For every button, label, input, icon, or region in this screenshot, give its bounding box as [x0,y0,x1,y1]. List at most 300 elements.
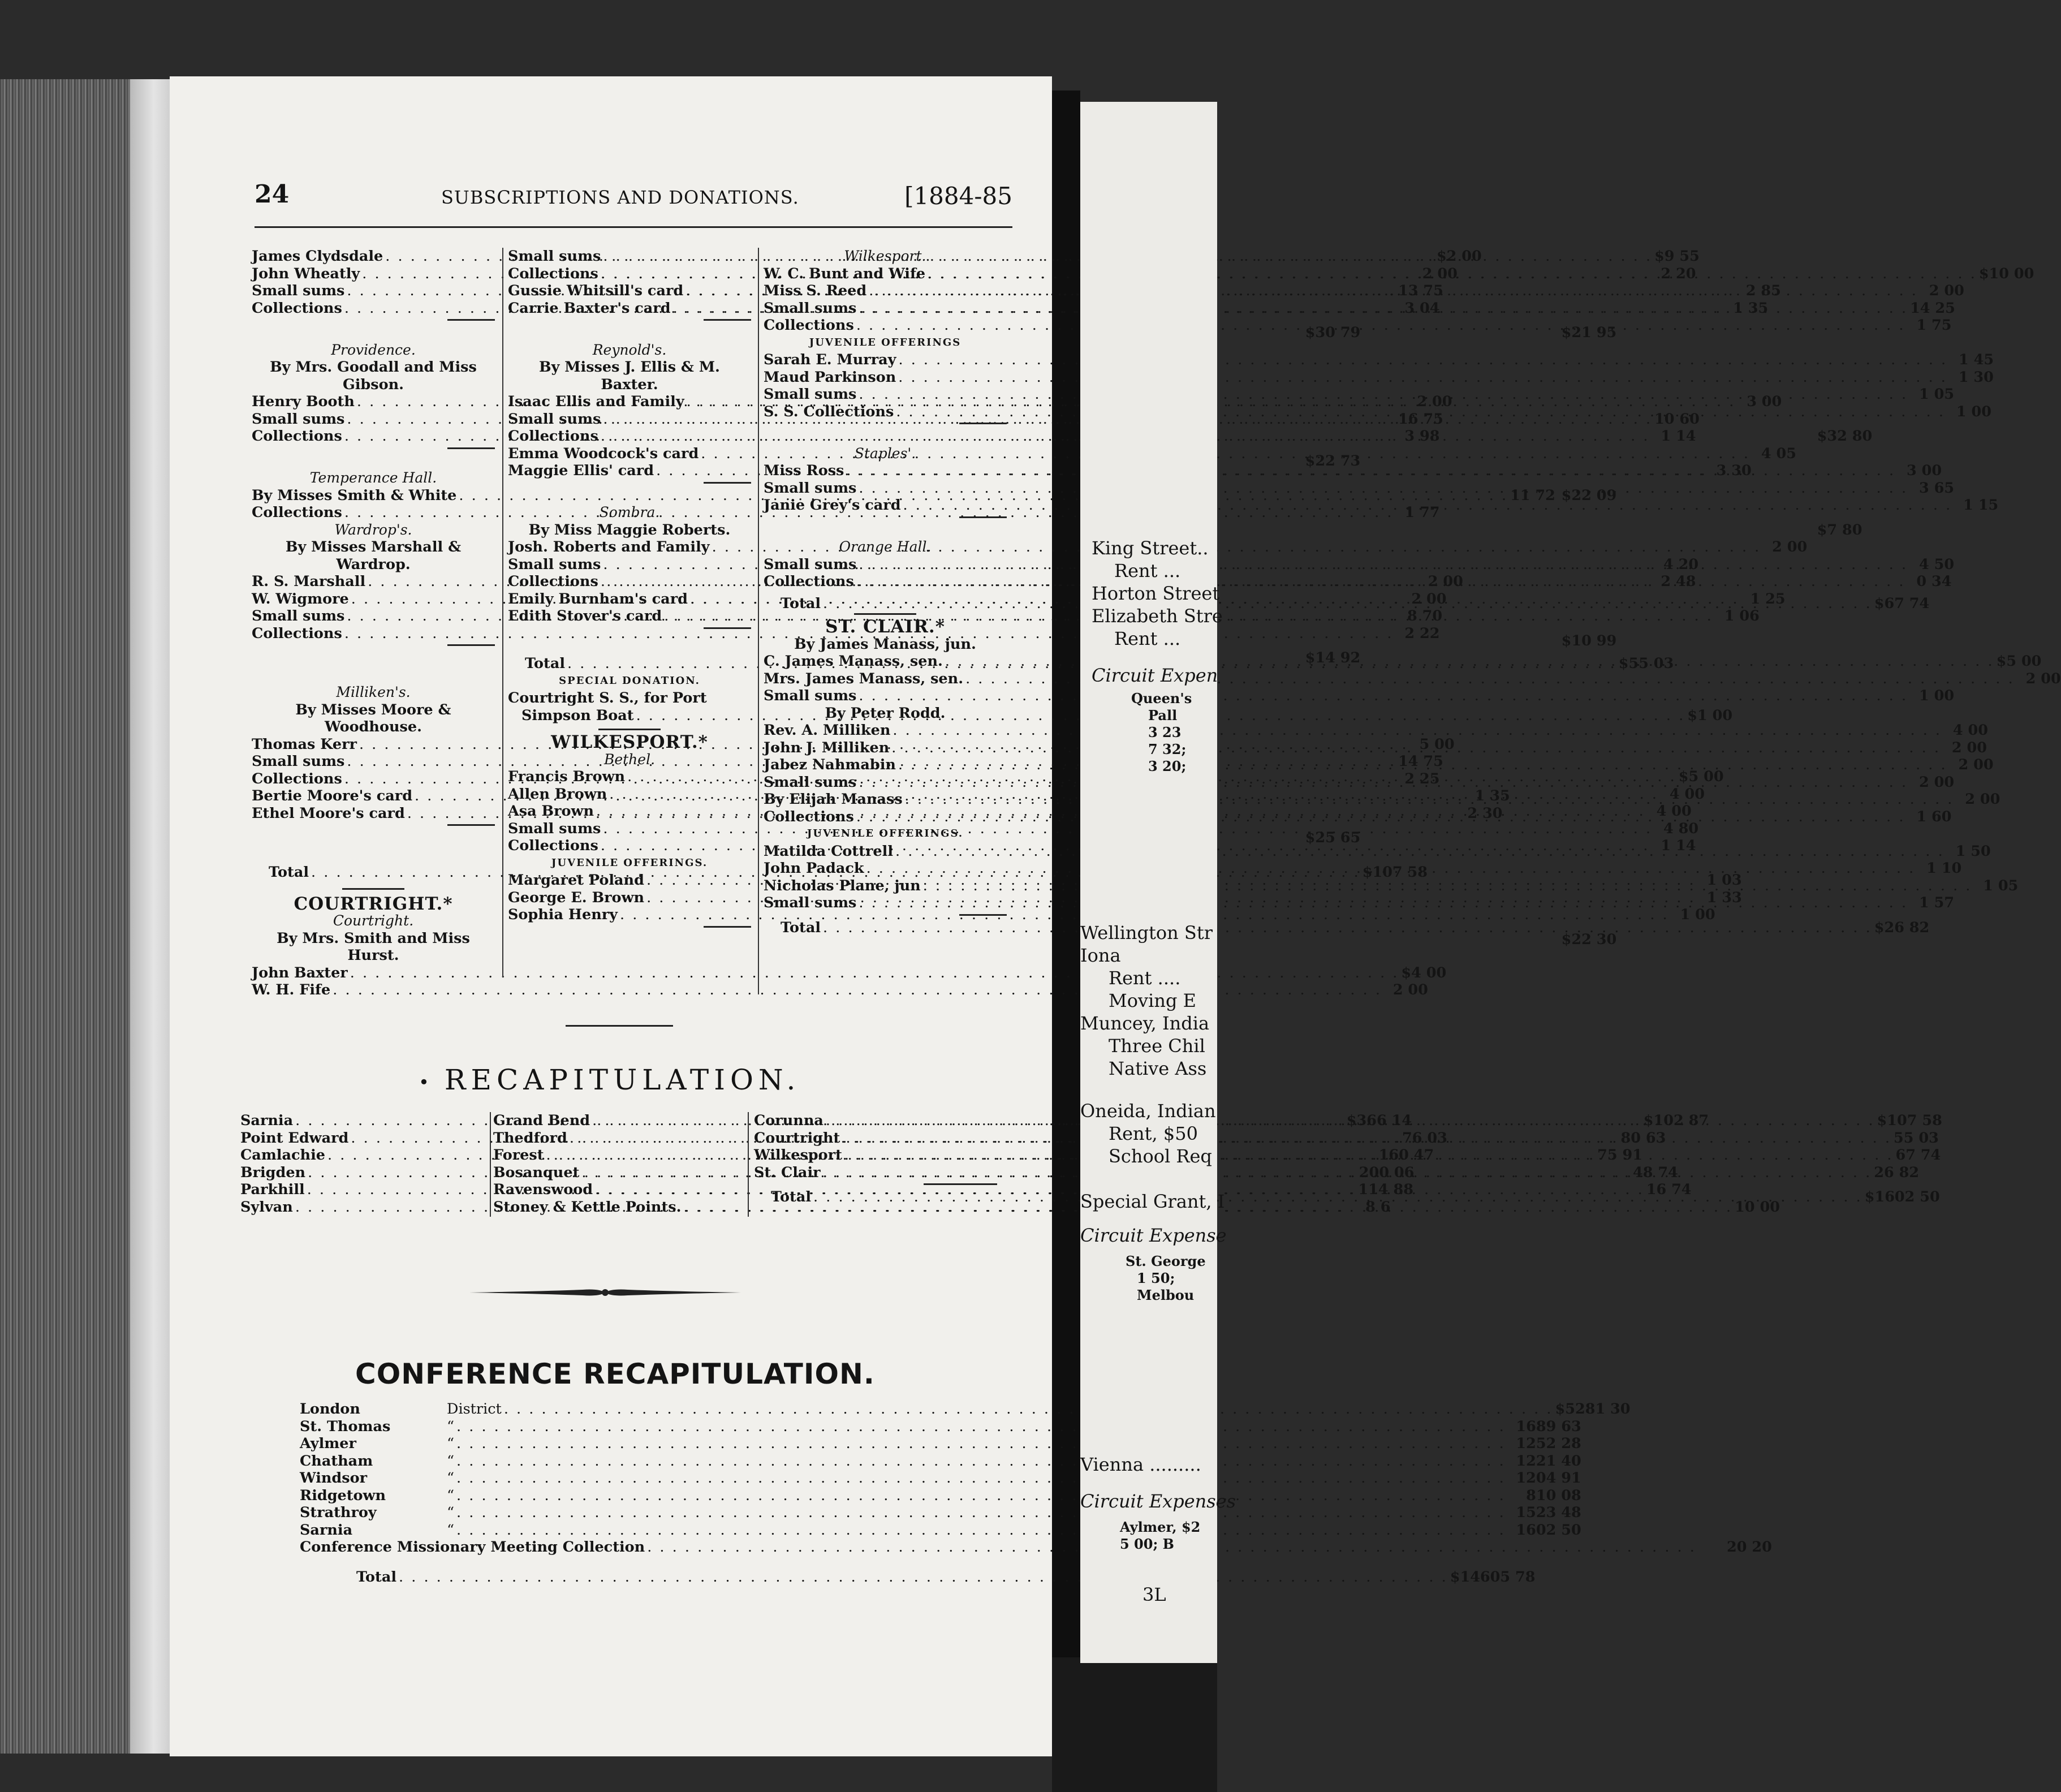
section-rule [598,729,661,730]
entry-name: John Padack [764,860,864,877]
entry-name: Collections [252,770,342,787]
adjacent-page-line: 7 32; [1148,741,1187,757]
entry-amount: 1 25 [1750,590,1786,608]
entry-name: Collections [764,808,854,825]
adjacent-page-line: Muncey, India [1080,1013,1210,1034]
entry-name: W. H. Fife [252,981,331,998]
leader-dots [854,317,1908,334]
entry-amount: 2 00 [1392,981,1428,998]
entry-name: John Wheatly [252,265,360,282]
entry-name: Asa Brown [508,803,594,820]
entry-amount: $107 58 [1877,1112,1942,1129]
by-line: By Misses Moore & Woodhouse. [295,701,451,735]
leader-dots [903,791,1956,808]
leader-dots [454,1487,1508,1505]
adjacent-page-line: Moving E [1109,990,1196,1011]
entry-name: Bertie Moore's card [252,787,413,804]
leader-dots [454,1453,1508,1470]
entry-name: Collections [764,317,854,334]
place-heading: Wilkesport. [844,248,926,264]
entry-amount: 4 20 [1663,555,1699,573]
entry-amount: 1 14 [1661,837,1696,854]
entry-name: Small sums [508,410,601,428]
conference-recap-title: CONFERENCE RECAPITULATION. [355,1358,875,1390]
juvenile-heading: JUVENILE OFFERINGS. [551,856,708,869]
entry-name: Courtright [754,1129,840,1147]
entry-name: W. C. Bunt and Wife [764,265,926,282]
subtotal: $21 95 [1561,324,1617,341]
ditto-mark: “ [447,1418,455,1435]
entry-name: W. Wigmore [252,590,349,608]
adjacent-page-line: Queen's [1131,690,1192,707]
entry-amount: 2 30 [1467,804,1503,822]
entry-amount: 1 77 [1404,504,1440,521]
entry-name: Collections [764,573,854,590]
entry-amount: $10 00 [1978,265,2034,282]
adjacent-page [1080,102,1236,1663]
entry-amount: 2 00 [1918,773,1955,791]
entry-name: Small sums [764,479,857,497]
entry-name: Collections [252,299,342,317]
total-label: Total [771,1188,812,1205]
entry-name: James Clydsdale [252,248,383,265]
subtotal-rule [959,516,1007,518]
entry-name: Josh. Roberts and Family [508,539,710,555]
entry-amount: 2 00 [2025,670,2061,687]
entry-amount: 1 03 [1706,872,1742,889]
entry-name: Small sums [764,299,857,317]
entry-name: Margaret Poland [508,872,644,889]
entry-name: Gussie Whitsill's card [508,282,684,299]
total-row [300,1568,1536,1586]
entry-amount: 200 06 [1359,1164,1415,1181]
leader-dots [854,573,1908,591]
entry-name: Small sums [508,248,601,265]
list-item [252,428,1440,445]
entry-name: Small sums [252,410,345,428]
leader-dots [866,282,1920,300]
entry-amount: 2 00 [1965,791,2000,808]
adjacent-page-line: Wellington Str [1080,922,1213,944]
leader-dots [896,756,1950,774]
entry-name: Nicholas Plane, jun [764,877,921,894]
entry-name: Small sums [252,753,345,770]
subtotal-rule [924,1183,997,1185]
entry-name: Janie Grey's card [764,497,901,514]
year-range: [1884-85 [904,182,1012,210]
entry-amount: 4 80 [1663,820,1699,837]
entry-name: Sophia Henry [508,906,618,923]
adjacent-page-line: 1 50; [1137,1270,1175,1286]
district-amount: 1689 63 [1516,1418,1581,1435]
entry-name: Thomas Kerr [252,735,357,753]
leader-dots [893,843,1947,860]
leader-dots [330,981,1384,999]
leader-dots [890,722,1944,739]
table-row [300,1418,1581,1436]
district-amount: 1602 50 [1516,1521,1581,1539]
subtotal-rule [447,447,495,449]
entry-amount: 1 60 [1916,808,1952,825]
section-rule [854,613,916,615]
entry-amount: 1 00 [1918,687,1955,704]
leader-dots [901,497,1955,514]
entry-amount: 75 91 [1597,1147,1643,1164]
ditto-mark: “ [447,1470,455,1487]
place-heading: Providence. [331,341,416,358]
place-heading: Staples'. [854,445,916,462]
district-name: Sarnia [300,1521,353,1539]
leader-dots [844,462,1898,480]
entry-name: Francis Brown [508,768,626,785]
entry-name: R. S. Marshall [252,573,366,590]
entry-amount: 1 10 [1926,860,1962,877]
by-line: By Peter Rodd. [825,704,946,722]
entry-name: By Misses Smith & White [252,486,457,504]
entry-amount: 2 85 [1745,282,1781,299]
by-line: By Misses Marshall & Wardrop. [285,539,462,573]
district-amount: 1221 40 [1516,1452,1581,1470]
entry-amount: 2 00 [1958,756,1994,773]
entry-amount: 1 30 [1958,368,1994,386]
subtotal-rule [704,926,751,928]
district-name: Aylmer [300,1435,356,1452]
entry-name: Brigden [240,1164,306,1181]
entry-name: Small sums [764,555,857,573]
subtotal: $25 65 [1305,829,1361,846]
leader-dots [842,1147,1896,1164]
entry-amount: $4 00 [1401,964,1447,981]
entry-name: Corunna [754,1112,823,1129]
entry-amount: 16 74 [1646,1181,1692,1198]
entry-amount: 2 00 [1772,539,1808,555]
entry-name: By Elijah Manass [764,791,903,808]
adjacent-page-line: Rent, $50 [1109,1123,1198,1144]
total-label: Total [269,864,309,881]
entry-name: Parkhill [240,1181,305,1198]
entry-name: Isaac Ellis and Family [508,393,684,410]
subtotal: $22 09 [1561,486,1617,504]
entry-amount: 48 74 [1633,1164,1678,1181]
total-label: Total [356,1568,397,1586]
entry-name: Collections [508,428,598,445]
entry-amount: 1 00 [1680,906,1715,923]
district-amount: 20 20 [1727,1539,1772,1556]
district-name: Chatham [300,1452,373,1470]
entry-name: John J. Milliken [764,739,890,756]
entry-amount: 1 50 [1955,842,1991,860]
entry-amount: 5 00 [1419,735,1455,753]
district-amount: 1523 48 [1516,1504,1581,1521]
entry-name: Point Edward [240,1129,349,1147]
special-donation-heading: SPECIAL DONATION. [559,674,700,687]
entry-amount: 80 63 [1620,1129,1666,1147]
entry-amount: 2 00 [1417,393,1452,410]
table-row [300,1435,1581,1453]
leader-dots [856,774,1910,791]
entry-name: Sylvan [240,1198,293,1216]
entry-name: Matilda Cottrell [764,842,894,860]
entry-name: Ethel Moore's card [252,804,405,822]
district-name: London [300,1401,360,1418]
subtotal-rule [447,824,495,826]
subtotal-rule [704,319,751,321]
adjacent-page-line: Oneida, Indian [1080,1100,1216,1122]
entry-name: Collections [508,837,598,854]
adjacent-page-line: Native Ass [1109,1058,1207,1079]
entry-amount: 2 00 [1929,282,1964,299]
by-line: By Mrs. Goodall and Miss Gibson. [270,359,477,393]
entry-amount: 1 06 [1724,608,1760,624]
entry-name: Wilkesport [754,1147,842,1164]
entry-amount: 4 50 [1918,555,1955,573]
total-label: Total [781,595,821,612]
column-divider [490,1112,491,1217]
total-amount: $1602 50 [1864,1188,1940,1205]
leader-dots [854,808,1908,826]
entry-name: Grand Bend [493,1112,590,1129]
total-amount: $55 03 [1618,655,1674,672]
list-item [764,368,1994,386]
leader-dots [348,964,1402,982]
entry-name: Carrie Baxter's card [508,299,671,317]
entry-amount: 0 34 [1916,573,1952,590]
leader-dots [921,877,1974,895]
entry-amount: 10 00 [1735,1198,1780,1216]
subtotal-rule [704,482,751,484]
leader-dots [840,1130,1894,1147]
page-edges [130,79,170,1754]
entry-amount: $2 00 [1436,248,1482,265]
adjacent-page-line: Aylmer, $2 [1120,1519,1201,1535]
leader-dots [856,894,1910,912]
place-heading: Bethel. [603,751,656,768]
total-amount: $14605 78 [1450,1568,1536,1586]
entry-amount: 1 33 [1706,889,1742,906]
entry-name: Henry Booth [252,393,355,410]
entry-amount: 76 03 [1402,1129,1447,1147]
special-line-2: Simpson Boat . . . $1 00 [508,707,751,725]
entry-amount: 1 14 [1661,428,1696,445]
entry-amount: 2 20 [1661,265,1696,282]
by-line: By Mrs. Smith and Miss Hurst. [277,929,470,964]
entry-amount: 1 00 [1956,403,1991,420]
circuit-heading: ST. CLAIR.* [825,617,945,637]
adjacent-page-line: Circuit Expenses [1080,1491,1236,1512]
entry-name: Maggie Ellis' card [508,462,654,479]
section-divider [566,1025,673,1027]
entry-name: Collections [508,265,598,282]
district-amount: 1204 91 [1516,1470,1581,1487]
subtotal: $7 80 [1817,521,1862,539]
entry-amount: 13 75 [1398,282,1443,299]
juvenile-heading: JUVENILE OFFERINGS. [807,828,964,839]
adjacent-page-line: Rent .... [1109,967,1181,989]
entry-name: Jabez Nahmabin [764,756,896,773]
entry-name: Small sums [764,386,857,403]
entry-name: Small sums [508,820,601,837]
subtotal-rule [704,627,751,629]
entry-name: Maud Parkinson [764,368,896,386]
entry-amount: 26 82 [1874,1164,1920,1181]
entry-name: Forest [493,1147,544,1164]
entry-name: Stoney & Kettle Points. [493,1198,682,1216]
subtotal: $14 92 [1305,649,1361,666]
entry-amount: 3 65 [1918,479,1955,497]
entry-amount: 4 00 [1669,785,1705,803]
leader-dots [454,1418,1508,1436]
flourish-ornament [469,1284,741,1301]
entry-amount: 3 98 [1404,428,1440,445]
entry-amount: $5 00 [1996,653,2042,670]
entry-amount: 1 75 [1916,317,1952,334]
table-row [300,1504,1581,1522]
place-heading: Orange Hall. [839,539,932,555]
special-line-1: Courtright S. S., for Port [508,690,707,707]
entry-amount: 55 03 [1893,1129,1939,1147]
adjacent-page-line: 5 00; B [1120,1536,1174,1552]
district-name: Conference Missionary Meeting Collection [300,1539,645,1556]
leader-dots [896,351,1950,369]
subtotal-rule [959,914,1007,916]
entry-amount: 16 75 [1398,410,1443,428]
adjacent-page-line: Pall [1148,707,1178,723]
adjacent-page-line: Horton Street [1092,583,1220,604]
entry-name: Thedford [493,1129,567,1147]
adjacent-page-line: 3L [1142,1584,1166,1605]
entry-name: Camlachie [240,1147,325,1164]
total-label: Total [781,919,821,936]
entry-amount: 14 75 [1398,753,1443,770]
entry-amount: 1 05 [1918,386,1955,403]
adjacent-page-line: 3 23 [1148,724,1182,740]
subtotal: $22 73 [1305,452,1361,469]
district-name: Ridgetown [300,1487,386,1504]
total-label: Total [525,655,566,672]
entry-name: George E. Brown [508,889,645,906]
subtotal: $10 99 [1561,632,1617,649]
leader-dots [454,1522,1508,1539]
juvenile-heading: JUVENILE OFFERINGS [809,336,961,348]
place-heading: Reynold's. [592,341,667,358]
adjacent-page-line: School Req [1109,1145,1212,1167]
entry-name: Small sums [764,773,857,791]
leader-dots [856,480,1910,497]
entry-amount: $102 87 [1643,1112,1709,1129]
column-divider [502,248,503,977]
by-line: By James Manass, jun. [794,635,976,653]
entry-name: Collections [252,504,342,521]
district-amount: 1252 28 [1516,1435,1581,1452]
subtotal: $22 30 [1561,931,1617,948]
leader-dots [823,1112,1877,1130]
entry-amount: $5 00 [1678,768,1724,785]
total-amount: $107 58 [1362,864,1428,881]
subtotal-rule [447,644,495,646]
entry-amount: 8 70 [1407,608,1443,624]
subtotal-rule [959,423,1007,424]
entry-name: Collections [252,624,342,642]
entry-amount: $366 14 [1346,1112,1412,1129]
entry-name: Small sums [764,687,857,704]
entry-name: Miss S. Reed [764,282,867,299]
adjacent-page-line: Special Grant, I [1080,1191,1225,1212]
ditto-mark: “ [447,1435,455,1452]
entry-amount: 160 47 [1378,1147,1434,1164]
leader-dots [856,300,1910,317]
entry-amount: 3 00 [1747,393,1782,410]
list-item [252,981,1428,999]
leader-dots [856,556,1910,574]
entry-amount: 4 05 [1761,445,1796,462]
entry-amount: $9 55 [1654,248,1700,265]
table-row [300,1470,1581,1487]
adjacent-page-line: Circuit Expen [1092,665,1218,686]
entry-name: Collections [508,573,598,590]
entry-amount: 4 00 [1952,722,1989,739]
entry-amount: 3 00 [1906,462,1942,479]
by-line: By Misses J. Ellis & M. Baxter. [539,359,720,393]
entry-name: Emily Burnham's card [508,590,688,608]
entry-amount: 10 60 [1654,410,1700,428]
running-title: SUBSCRIPTIONS AND DONATIONS. [441,187,799,208]
adjacent-page-line: Elizabeth Stre [1092,605,1223,627]
entry-name: John Baxter [252,964,348,981]
entry-amount: 67 74 [1895,1147,1941,1164]
district-name: Windsor [300,1470,368,1487]
entry-name: C. James Manass, sen. [764,653,943,670]
leader-dots [864,860,1918,877]
leader-dots [454,1435,1508,1453]
entry-name: Rev. A. Milliken [764,722,891,739]
column-divider [748,1112,749,1217]
ditto-mark: “ [447,1452,455,1470]
total-amount: $26 82 [1874,919,1930,936]
place-heading: Temperance Hall. [309,469,437,486]
place-heading: Wardrop's. [334,521,412,538]
leader-dots [454,1470,1508,1487]
entry-name: Bosanquet [493,1164,580,1181]
page-number: 24 [255,180,290,209]
entry-amount: 1 45 [1959,351,1994,368]
leader-dots [894,403,1947,421]
adjacent-page-line: Iona [1080,945,1121,966]
entry-name: Edith Stover's card [508,608,662,624]
ditto-mark: “ [447,1521,455,1539]
leader-dots [454,1504,1508,1522]
section-rule [342,888,404,890]
adjacent-page-line: Vienna ......... [1080,1454,1201,1475]
circuit-heading: WILKESPORT.* [551,732,708,752]
leader-dots [896,369,1950,386]
total-amount: $67 74 [1874,595,1930,612]
entry-amount: 8 6 [1365,1198,1391,1216]
leader-dots [856,386,1910,403]
entry-name: S. S. Collections [764,403,894,420]
entry-amount: 114 88 [1358,1181,1413,1198]
by-line: By Miss Maggie Roberts. [528,521,731,539]
entry-amount: 1 05 [1983,877,2019,894]
entry-name: Small sums [252,608,345,624]
adjacent-page-line: 3 20; [1148,758,1187,774]
entry-amount: 4 00 [1656,803,1692,820]
subtotal-rule [447,319,495,321]
entry-amount: 1 15 [1963,497,1999,514]
leader-dots [856,687,1910,705]
table-row [300,1401,1631,1418]
leader-dots [502,1401,1555,1418]
adjacent-page-line: Rent ... [1114,628,1181,649]
